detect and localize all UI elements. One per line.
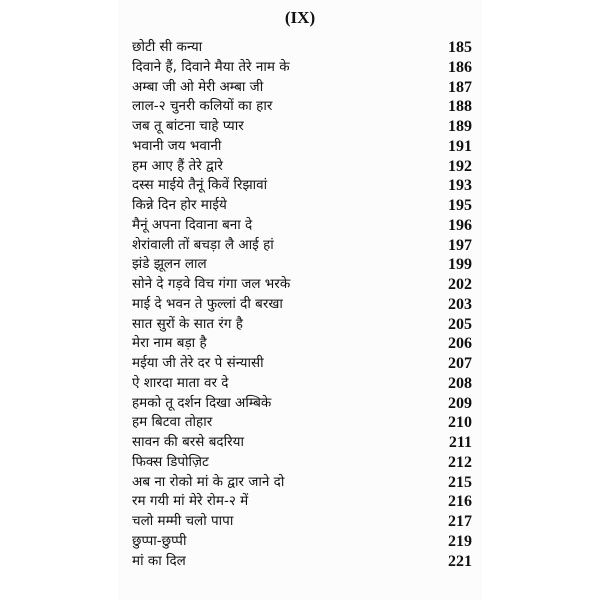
entry-title: मैनूं अपना दिवाना बना दे bbox=[132, 216, 253, 233]
toc-entry bbox=[132, 374, 472, 394]
entry-page-number: 186 bbox=[448, 58, 472, 76]
entry-title: सोने दे गड़वे विच गंगा जल भरके bbox=[132, 276, 291, 292]
entry-page-number: 219 bbox=[448, 532, 472, 550]
entry-page-number: 202 bbox=[448, 276, 472, 293]
toc-entry bbox=[132, 275, 472, 295]
entry-title: हमको तू दर्शन दिखा अम्बिके bbox=[132, 394, 272, 411]
entry-page-number: 195 bbox=[448, 197, 472, 214]
entry-page-number: 196 bbox=[448, 216, 472, 234]
entry-title: दिवाने हैं, दिवाने मैया तेरे नाम के bbox=[132, 58, 290, 75]
entry-title: मां का दिल bbox=[132, 552, 186, 569]
toc-entry bbox=[132, 512, 472, 532]
book-page bbox=[120, 0, 480, 600]
toc-entry bbox=[132, 413, 472, 433]
entry-title: दस्स माईये तैनूं किवें रिझावां bbox=[132, 177, 268, 194]
entry-page-number: 215 bbox=[448, 473, 472, 491]
toc-entry bbox=[132, 78, 472, 98]
entry-title: किन्ने दिन होर माईये bbox=[132, 197, 227, 213]
entry-title: हम आए हैं तेरे द्वारे bbox=[132, 157, 223, 174]
toc-entry bbox=[132, 295, 472, 315]
entry-title: अब ना रोको मां के द्वार जाने दो bbox=[132, 473, 285, 490]
entry-page-number: 207 bbox=[448, 355, 472, 372]
entry-page-number: 191 bbox=[448, 137, 472, 155]
entry-title: रम गयी मां मेरे रोम-२ में bbox=[132, 493, 249, 510]
toc-entry bbox=[132, 97, 472, 117]
entry-title: सात सुरों के सात रंग है bbox=[132, 315, 243, 332]
toc-entry bbox=[132, 255, 472, 275]
table-of-contents bbox=[132, 38, 472, 571]
toc-entry bbox=[132, 334, 472, 354]
entry-title: मईया जी तेरे दर पे संन्यासी bbox=[132, 355, 264, 371]
entry-page-number: 188 bbox=[448, 98, 472, 116]
toc-entry bbox=[132, 394, 472, 414]
toc-entry bbox=[132, 38, 472, 58]
entry-page-number: 206 bbox=[448, 335, 472, 353]
toc-entry bbox=[132, 315, 472, 335]
entry-title: जब तू बांटना चाहे प्यार bbox=[132, 118, 244, 134]
toc-entry bbox=[132, 117, 472, 137]
entry-title: ऐ शारदा माता वर दे bbox=[132, 374, 229, 391]
entry-title: छुप्पा-छुप्पी bbox=[132, 532, 187, 549]
entry-page-number: 199 bbox=[448, 256, 472, 274]
entry-title: मेरा नाम बड़ा है bbox=[132, 335, 207, 352]
toc-entry bbox=[132, 176, 472, 196]
entry-title: लाल-२ चुनरी कलियों का हार bbox=[132, 98, 273, 115]
entry-page-number: 208 bbox=[448, 374, 472, 392]
entry-title: सावन की बरसे बदरिया bbox=[132, 434, 244, 450]
entry-page-number: 217 bbox=[448, 513, 472, 530]
entry-page-number: 221 bbox=[448, 552, 472, 570]
entry-title: झंडे झूलन लाल bbox=[132, 256, 207, 273]
toc-entry bbox=[132, 216, 472, 236]
entry-page-number: 210 bbox=[448, 414, 472, 432]
entry-page-number: 209 bbox=[448, 394, 472, 412]
entry-page-number: 187 bbox=[448, 78, 472, 96]
entry-page-number: 185 bbox=[448, 39, 472, 56]
entry-page-number: 212 bbox=[448, 453, 472, 471]
toc-entry bbox=[132, 196, 472, 216]
entry-page-number: 205 bbox=[448, 315, 472, 333]
entry-page-number: 197 bbox=[448, 236, 472, 254]
page-number-heading: (IX) bbox=[284, 8, 316, 27]
entry-title: अम्बा जी ओ मेरी अम्बा जी bbox=[132, 78, 264, 95]
toc-entry bbox=[132, 354, 472, 374]
toc-entry bbox=[132, 473, 472, 493]
entry-page-number: 211 bbox=[448, 434, 472, 451]
toc-entry bbox=[132, 137, 472, 157]
entry-page-number: 203 bbox=[448, 295, 472, 313]
toc-entry bbox=[132, 552, 472, 572]
toc-entry bbox=[132, 532, 472, 552]
entry-title: छोटी सी कन्या bbox=[132, 39, 203, 55]
entry-page-number: 192 bbox=[448, 157, 472, 175]
toc-entry bbox=[132, 492, 472, 512]
entry-title: चलो मम्मी चलो पापा bbox=[132, 513, 234, 529]
entry-title: शेरांवाली तों बचड़ा लै आई हां bbox=[132, 236, 274, 253]
entry-title: भवानी जय भवानी bbox=[132, 137, 222, 154]
entry-page-number: 193 bbox=[448, 177, 472, 195]
toc-entry bbox=[132, 58, 472, 78]
toc-entry bbox=[132, 157, 472, 177]
entry-title: फिक्स डिपोज़िट bbox=[132, 453, 209, 470]
entry-title: हम बिटवा तोहार bbox=[132, 414, 213, 431]
toc-entry bbox=[132, 453, 472, 473]
entry-page-number: 189 bbox=[448, 118, 472, 135]
toc-entry bbox=[132, 236, 472, 256]
entry-title: माई दे भवन ते फुल्लां दी बरखा bbox=[132, 295, 283, 312]
toc-entry bbox=[132, 433, 472, 453]
entry-page-number: 216 bbox=[448, 493, 472, 511]
